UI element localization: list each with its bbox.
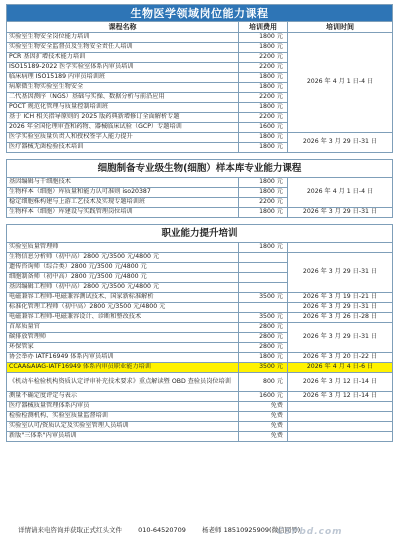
course-fee: 2200 元 <box>239 198 288 208</box>
course-fee: 1600 元 <box>239 123 288 133</box>
table-row <box>7 133 393 143</box>
course-name: 基于 ICH 相关指导原则的 2025 版药典新增修订全面解析专题 <box>7 113 239 123</box>
course-fee: 1800 元 <box>239 103 288 113</box>
header-date: 培训时间 <box>288 22 393 33</box>
course-fee: 1800 元 <box>239 188 288 198</box>
course-name: 首席质量官 <box>7 323 239 333</box>
course-date <box>288 243 393 253</box>
course-date: 2026 年 4 月 1 日-4 日 <box>288 178 393 208</box>
footer-contact: 杨老师 18510925909(微信同号) <box>202 526 301 534</box>
course-name: 测量不确定度评定与表示 <box>7 392 239 402</box>
course-name: 碳排放管理师 <box>7 333 239 343</box>
course-name: 环保管家 <box>7 343 239 353</box>
section-title: 职业能力提升培训 <box>7 225 393 243</box>
table-row <box>7 412 393 422</box>
course-fee: 1800 元 <box>239 208 288 218</box>
course-name: CCAA&AIAG-IATF16949 体系内审员职业能力培训 <box>7 363 239 373</box>
course-name: 生物信息分析师（初中高）2800 元/3500 元/4800 元 <box>7 253 239 263</box>
course-name: 实验室生物安全岗位能力培训 <box>7 33 239 43</box>
course-name: 生物样本（细胞）库质量和能力认可准则 iso20387 <box>7 188 239 198</box>
course-date: 2026 年 3 月 12 日-14 日 <box>288 392 393 402</box>
course-fee: 免费 <box>239 412 288 422</box>
table-row <box>7 208 393 218</box>
course-fee: 1800 元 <box>239 143 288 153</box>
course-fee: 3500 元 <box>239 363 288 373</box>
course-fee: 2200 元 <box>239 53 288 63</box>
table-row <box>7 33 393 43</box>
table-row <box>7 303 393 313</box>
course-table <box>6 4 393 442</box>
course-name: 医疗器械质量管理体系内审员 <box>7 402 239 412</box>
course-fee: 3500 元 <box>239 293 288 303</box>
course-fee: 2800 元 <box>239 323 288 333</box>
table-row <box>7 293 393 303</box>
header-course: 课程名称 <box>7 22 239 33</box>
course-name: 生物样本（细胞）库建设与实践管理岗位培训 <box>7 208 239 218</box>
course-name: 医疗器械无菌检验技术培训 <box>7 143 239 153</box>
table-row <box>7 243 393 253</box>
course-fee: 1800 元 <box>239 133 288 143</box>
table-row <box>7 178 393 188</box>
course-date: 2026 年 4 月 4 日-6 日 <box>288 363 393 373</box>
course-date: 2026 年 3 月 29 日-31 日 <box>288 133 393 153</box>
table-row <box>7 353 393 363</box>
course-fee: 2200 元 <box>239 113 288 123</box>
course-fee: 1800 元 <box>239 178 288 188</box>
course-name: PCR 基因扩增技术能力培训 <box>7 53 239 63</box>
footer <box>18 525 314 534</box>
table-row <box>7 432 393 442</box>
course-date: 2026 年 3 月 19 日-21 日 <box>288 293 393 303</box>
course-fee: 2200 元 <box>239 63 288 73</box>
course-fee: 免费 <box>239 432 288 442</box>
course-fee: 1800 元 <box>239 243 288 253</box>
course-name: 检验检测机构、实验室质量监督培训 <box>7 412 239 422</box>
course-fee: 2200 元 <box>239 93 288 103</box>
course-fee: 1800 元 <box>239 33 288 43</box>
table-row <box>7 422 393 432</box>
course-fee: 1800 元 <box>239 83 288 93</box>
course-fee: 1800 元 <box>239 353 288 363</box>
course-date: 2026 年 4 月 1 日-4 日 <box>288 33 393 133</box>
course-name: 细胞制备师（初中高）2800 元/3500 元/4800 元 <box>7 273 239 283</box>
table-row <box>7 373 393 392</box>
course-date: 2026 年 3 月 29 日-31 日 <box>288 253 393 293</box>
course-name: 《机动车检验机构资质认定评审补充技术要求》重点解读暨 OBD 查验员岗位培训 <box>7 373 239 392</box>
course-name: POCT 规范化管理与质量控制培训班 <box>7 103 239 113</box>
course-fee: 1800 元 <box>239 73 288 83</box>
course-date: 2026 年 3 月 29 日-31 日 <box>288 208 393 218</box>
course-fee: 免费 <box>239 422 288 432</box>
table-row <box>7 253 393 263</box>
course-name: 医学实验室质量负责人和授权签字人能力提升 <box>7 133 239 143</box>
course-name: 基因编辑与干细胞技术 <box>7 178 239 188</box>
course-name: 电磁兼容工程师-电磁兼容测试技术、国家新标准解析 <box>7 293 239 303</box>
footer-phone: 010-64520709 <box>138 526 186 534</box>
course-name: 实验室质量管理师 <box>7 243 239 253</box>
table-row-highlighted <box>7 363 393 373</box>
course-name: 标准化管理工程师（初中高）2800 元/3500 元/4800 元 <box>7 303 239 313</box>
section-title: 细胞制备专业级生物(细胞）样本库专业能力课程 <box>7 160 393 178</box>
course-name: 协会举办 IATF16949 体系内审员培训 <box>7 353 239 363</box>
course-fee: 2800 元 <box>239 333 288 343</box>
course-fee: 2800 元 <box>239 343 288 353</box>
course-name: 新版"三体系"内审员培训 <box>7 432 239 442</box>
course-fee: 3500 元 <box>239 313 288 323</box>
course-name: 基因编辑工程师（初中高）2800 元/3500 元/4800 元 <box>7 283 239 293</box>
course-name: 电磁兼容工程师-电磁兼容设计、诊断和整改技术 <box>7 313 239 323</box>
table-row <box>7 392 393 402</box>
course-fee: 免费 <box>239 402 288 412</box>
page-title: 生物医学领域岗位能力课程 <box>7 5 393 22</box>
header-fee: 培训费用 <box>239 22 288 33</box>
course-fee: 800 元 <box>239 373 288 392</box>
course-name: 实验室生物安全监督员及生物安全责任人培训 <box>7 43 239 53</box>
course-fee: 1600 元 <box>239 392 288 402</box>
course-date: 2026 年 3 月 29 日-31 日 <box>288 323 393 353</box>
course-sheet <box>6 4 392 442</box>
course-fee: 1800 元 <box>239 43 288 53</box>
course-name: 实验室认可/资质认定及实验室管理人员培训 <box>7 422 239 432</box>
watermark-logo: CSPbd.com <box>277 527 343 537</box>
course-name: 稳定细胞株构建与上游工艺技术及实现专题培训班 <box>7 198 239 208</box>
course-name: 临床病理 ISO15189 内审员培训班 <box>7 73 239 83</box>
course-name: 2026 年全国伦理审查和药物、器械临床试验（GCP）专题培训 <box>7 123 239 133</box>
table-row <box>7 402 393 412</box>
table-row <box>7 313 393 323</box>
course-date: 2026 年 3 月 12 日-14 日 <box>288 373 393 392</box>
course-name: ISO15189-2022 医学实验室体系内审员培训 <box>7 63 239 73</box>
course-name: 病原微生物实验室生物安全 <box>7 83 239 93</box>
footer-note: 详情请来电咨询并获取正式红头文件 <box>18 526 122 534</box>
course-date: 2026 年 3 月 29 日-31 日 <box>288 303 393 313</box>
course-date: 2026 年 3 月 20 日-22 日 <box>288 353 393 363</box>
table-row <box>7 323 393 333</box>
course-name: 遗传咨询师（综合类）2800 元/3500 元/4800 元 <box>7 263 239 273</box>
course-date: 2026 年 3 月 26 日-28 日 <box>288 313 393 323</box>
course-name: 二代基因测序（NGS）基础与实操、数据分析与前沿应用 <box>7 93 239 103</box>
